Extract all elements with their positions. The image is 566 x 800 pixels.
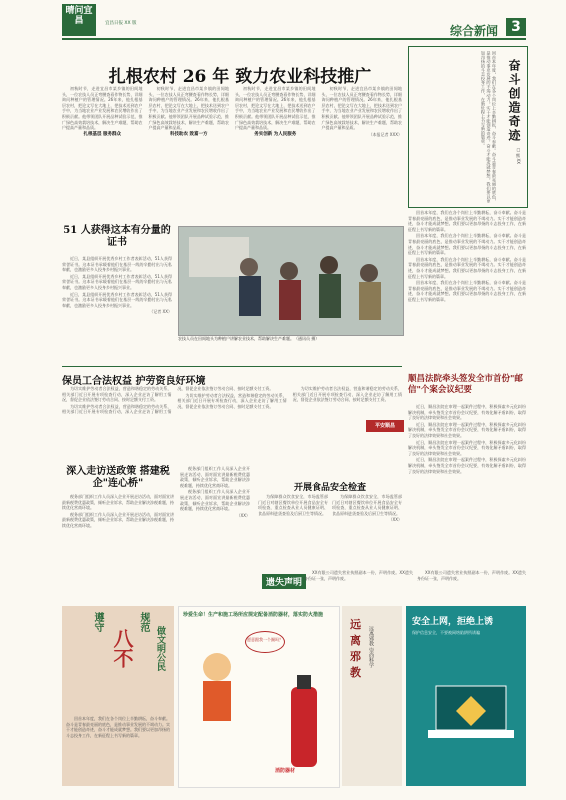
fire-extinguisher-label: 消防器材	[275, 768, 296, 774]
rights-body: 为切实维护劳动者合法权益，营造和谐稳定的劳动关系，相关部门近日开展专项检查行动，深入企业走访了解用工情况，督促企业依法签订劳动合同、按时足额支付工资。 为切实维护劳动者合法权益，营造和谐稳定的劳动关系，相关部门近日开展专项检查行动，深入企业走访了解用工情况，督促企业依法签订劳动合同、按时足额支付工资。 为切实维护劳动者合法权益，营造和谐稳定的劳动关系，相关部门近日开展专项检查行动，深入企业走访了解用工情况，督促企业依法签订劳动合同、按时足额支付工资。 为切实维护劳动者合法权益，营造和谐稳定的劳动关系，相关部门近日开展专项检查行动，深入企业走访了解用工情况，督促企业依法签订劳动合同、按时足额支付工资。	[62, 386, 402, 415]
wenming-body: 回首本年度，我们在各个岗位上辛勤耕耘，奋斗奉献。奋斗是青春最亮丽的底色，是推动事业发展的不竭动力。实干才能创造奇迹，奋斗才能成就梦想。我们要以更加昂扬的斗志投身工作，在新征程上书写新的篇章。	[66, 716, 170, 738]
column-box	[408, 46, 528, 208]
column-title: 奋斗创造奇迹	[507, 59, 521, 143]
lead-paragraph: 初秋时节，走进宜昌市某乡镇的田间地头，一位农技人员正弯腰查看作物长势，详细询问种植户的管理情况。26年来，他扎根基层农村，把论文写在大地上，把技术送到农户手中，为当地农业产业发展和农民增收作出了积极贡献。他带领团队开展品种试验示范，推广绿色高效栽培技术，解决生产难题，帮助农户提高产量和品质。	[148, 86, 229, 131]
tax-headline: 深入走访送政策 搭建税企"连心桥"	[66, 466, 170, 489]
tax-body-2: 税务部门组织工作人员深入企业开展走访活动，面对面宣讲最新税费优惠政策，倾听企业诉求，帮助企业解决涉税难题，持续优化营商环境。 税务部门组织工作人员深入企业开展走访活动，面对面宣讲最新税费优惠政策，倾听企业诉求，帮助企业解决涉税难题，持续优化营商环境。 （XX）	[180, 466, 250, 518]
lead-headline: 扎根农村 26 年 致力农业科技推广	[108, 67, 372, 87]
clean-char-4: 教	[350, 666, 361, 679]
fire-ad	[178, 606, 340, 788]
clean-char-2: 离	[350, 634, 361, 647]
lead-paragraph: 初秋时节，走进宜昌市某乡镇的田间地头，一位农技人员正弯腰查看作物长势，详细询问种植户的管理情况。26年来，他扎根基层农村，把论文写在大地上，把技术送到农户手中，为当地农业产业发展和农民增收作出了积极贡献。他带领团队开展品种试验示范，推广绿色高效栽培技术，解决生产难题，帮助农户提高产量和品质。	[321, 86, 402, 131]
safe-ad-title: 安全上网，拒绝上诱	[412, 617, 494, 627]
notice-headline: 遗失声明	[262, 574, 306, 589]
rights-headline: 保员工合法权益 护劳资良好环境	[62, 376, 206, 387]
rule-mid	[62, 366, 402, 367]
wenming-ad	[62, 606, 174, 786]
wenming-keyword-3: 规范	[138, 612, 149, 632]
wenming-keyword-1: 遵守	[92, 612, 103, 632]
fire-ad-title: 珍爱生命！生产和施工场所应规定配备消防器材，落实防火措施	[183, 612, 324, 618]
column-byline: □ 熊 XX	[516, 147, 521, 165]
tax-body: 税务部门组织工作人员深入企业开展走访活动，面对面宣讲最新税费优惠政策，倾听企业诉求，帮助企业解决涉税难题，持续优化营商环境。 税务部门组织工作人员深入企业开展走访活动，面对面宣讲最新税费优惠政策，倾听企业诉求，帮助企业解决涉税难题，持续优化营商环境。	[62, 494, 174, 528]
edition-line: 宜昌日报 XX 版	[105, 21, 137, 26]
wenming-keyword-4: 做文明公民	[155, 626, 165, 671]
fire-character-icon	[187, 647, 247, 737]
masthead	[0, 0, 566, 40]
fire-extinguisher-icon	[279, 667, 329, 777]
lead-paragraph: 初秋时节，走进宜昌市某乡镇的田间地头，一位农技人员正弯腰查看作物长势，详细询问种植户的管理情况。26年来，他扎根基层农村，把论文写在大地上，把技术送到农户手中，为当地农业产业发展和农民增收作出了积极贡献。他带领团队开展品种试验示范，推广绿色高效栽培技术，解决生产难题，帮助农户提高产量和品质。	[235, 86, 316, 131]
column-continued: 回首本年度，我们在各个岗位上辛勤耕耘，奋斗奉献。奋斗是青春最亮丽的底色，是推动事业发展的不竭动力。实干才能创造奇迹，奋斗才能成就梦想。我们要以更加昂扬的斗志投身工作，在新征程上书写新的篇章。 回首本年度，我们在各个岗位上辛勤耕耘，奋斗奉献。奋斗是青春最亮丽的底色，是推动事业发展的不竭动力。实干才能创造奇迹，奋斗才能成就梦想。我们要以更加昂扬的斗志投身工作，在新征程上书写新的篇章。 回首本年度，我们在各个岗位上辛勤耕耘，奋斗奉献。奋斗是青春最亮丽的底色，是推动事业发展的不竭动力。实干才能创造奇迹，奋斗才能成就梦想。我们要以更加昂扬的斗志投身工作，在新征程上书写新的篇章。 回首本年度，我们在各个岗位上辛勤耕耘，奋斗奉献。奋斗是青春最亮丽的底色，是推动事业发展的不竭动力。实干才能创造奇迹，奋斗才能成就梦想。我们要以更加昂扬的斗志投身工作，在新征程上书写新的篇章。	[408, 210, 526, 302]
court-headline: 顺昌法院牵头签发全市首份"邮信"个案会议纪要	[408, 374, 523, 395]
lead-subhead-1: 扎根基层 服务群众	[83, 131, 122, 137]
lead-subhead-2: 科技助农 致富一方	[169, 131, 208, 137]
rights-stamp: 平安顺昌	[366, 420, 404, 432]
photo-people-illustration	[179, 227, 403, 335]
wenming-keyword-2: 八不	[110, 628, 134, 668]
laptop-icon	[426, 666, 516, 776]
page-number: 3	[506, 18, 526, 36]
clean-ad-title: 远离邪教 崇尚科学	[368, 626, 374, 668]
safety-body: 为保障群众饮食安全，市场监管部门近日对辖区餐饮单位开展食品安全专项检查，重点检查从业人员健康证明、食品原料进货查验及后厨卫生等情况。 为保障群众饮食安全，市场监管部门近日对辖区餐饮单位开展食品安全专项检查，重点检查从业人员健康证明、食品原料进货查验及后厨卫生等情况。 （XX）	[258, 494, 402, 523]
lead-photo	[178, 226, 404, 336]
lead-photo-caption: 农技人员在田间地头为种植户讲解农业技术，帮助解决生产难题。（通讯员 摄）	[178, 336, 320, 341]
fire-speech-bubble: 愿意跟我一个圈吗？	[245, 631, 285, 653]
certificate-body: 近日，某县组织开展优秀乡村工作者表彰活动，51人获得荣誉证书。这本证书承载着他们在基层一线的辛勤付出与无私奉献，也激励更多人投身乡村振兴事业。 近日，某县组织开展优秀乡村工作者表彰活动，51人获得荣誉证书。这本证书承载着他们在基层一线的辛勤付出与无私奉献，也激励更多人投身乡村振兴事业。 近日，某县组织开展优秀乡村工作者表彰活动，51人获得荣誉证书。这本证书承载着他们在基层一线的辛勤付出与无私奉献，也激励更多人投身乡村振兴事业。 （记者 XX）	[62, 256, 172, 315]
lead-signoff: （本报记者 XXX）	[368, 131, 402, 137]
column-body: 回首本年度，我们在各个岗位上辛勤耕耘，奋斗奉献。奋斗是青春最亮丽的底色，是推动事业发展的不竭动力。实干才能创造奇迹，奋斗才能成就梦想。我们要以更加昂扬的斗志投身工作，在新征程上书写新的篇章。	[481, 51, 497, 203]
section-title: 综合新闻	[450, 24, 499, 38]
safe-ad-sub: 保护信息安全，不要被网络陷阱所诱骗	[412, 630, 480, 635]
masthead-rule	[62, 38, 526, 40]
certificate-headline: 51 人获得这本有分量的证书	[63, 225, 171, 248]
lead-paragraph: 初秋时节，走进宜昌市某乡镇的田间地头，一位农技人员正弯腰查看作物长势，详细询问种植户的管理情况。26年来，他扎根基层农村，把论文写在大地上，把技术送到农户手中，为当地农业产业发展和农民增收作出了积极贡献。他带领团队开展品种试验示范，推广绿色高效栽培技术，解决生产难题，帮助农户提高产量和品质。	[62, 86, 143, 131]
safety-headline: 开展食品安全检查	[293, 483, 366, 493]
clean-ad	[342, 606, 402, 786]
clean-char-3: 邪	[350, 650, 361, 663]
lead-subhead-3: 务实创新 为人民服务	[254, 131, 297, 137]
notice-body: XX有限公司遗失营业执照副本一份，声明作废。XX遗失身份证一张，声明作废。 XX有限公司遗失营业执照副本一份，声明作废。XX遗失身份证一张，声明作废。	[304, 570, 526, 581]
safe-ad	[406, 606, 526, 786]
masthead-logo: 晴问宜昌	[62, 4, 96, 36]
court-body: 近日，顺昌法院在审理一起案件过程中，积极探索多元化纠纷解决机制，牵头签发全市首份会议纪要，有效化解矛盾纠纷，取得了良好的法律效果和社会效果。 近日，顺昌法院在审理一起案件过程中，积极探索多元化纠纷解决机制，牵头签发全市首份会议纪要，有效化解矛盾纠纷，取得了良好的法律效果和社会效果。 近日，顺昌法院在审理一起案件过程中，积极探索多元化纠纷解决机制，牵头签发全市首份会议纪要，有效化解矛盾纠纷，取得了良好的法律效果和社会效果。 近日，顺昌法院在审理一起案件过程中，积极探索多元化纠纷解决机制，牵头签发全市首份会议纪要，有效化解矛盾纠纷，取得了良好的法律效果和社会效果。	[408, 404, 526, 474]
clean-char-1: 远	[350, 618, 361, 631]
